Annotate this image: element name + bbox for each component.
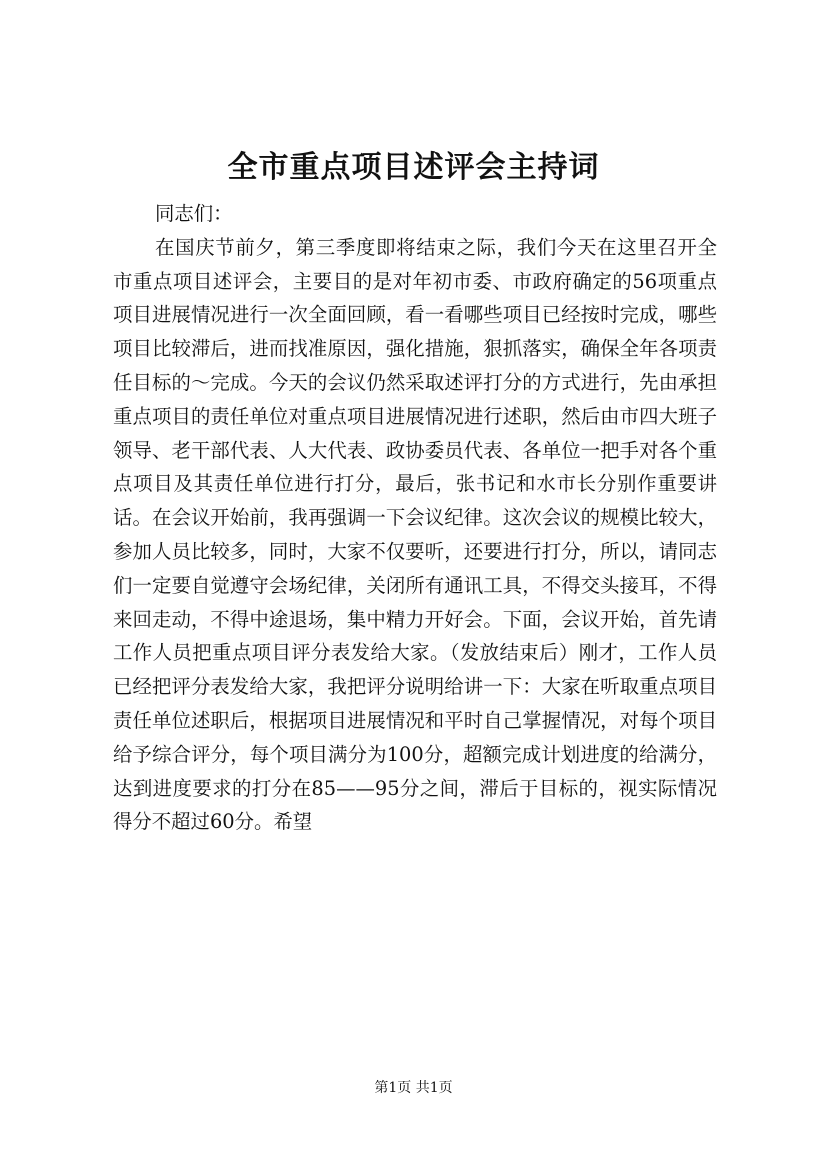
document-title: 全市重点项目述评会主持词 — [227, 150, 600, 185]
salutation: 同志们： — [155, 202, 233, 225]
document-body — [113, 197, 717, 839]
body-paragraph: 在国庆节前夕，第三季度即将结束之际，我们今天在这里召开全市重点项目述评会，主要目的是对年初市委、市政府确定的56项重点项目进展情况进行一次全面回顾，看一看哪些项目已经按时完成，哪些项目比较滞后，进而找准原因，强化措施，狠抓落实，确保全年各项责任目标的～完成。今天的会议仍然采取述评打分的方式进行，先由承担重点项目的责任单位对重点项目进展情况进行述职，然后由市四大班子领导、老干部代表、人大代表、政协委员代表、各单位一把手对各个重点项目及其责任单位进行打分，最后，张书记和水市长分别作重要讲话。在会议开始前，我再强调一下会议纪律。这次会议的规模比较大，参加人员比较多，同时，大家不仅要听，还要进行打分，所以，请同志们一定要自觉遵守会场纪律，关闭所有通讯工具，不得交头接耳，不得来回走动，不得中途退场，集中精力开好会。下面，会议开始，首先请工作人员把重点项目评分表发给大家。（发放结束后）刚才，工作人员已经把评分表发给大家，我把评分说明给讲一下：大家在听取重点项目责任单位述职后，根据项目进展情况和平时自己掌握情况，对每个项目给予综合评分，每个项目满分为100分，超额完成计划进度的给满分，达到进度要求的打分在85——95分之间，滞后于目标的，视实际情况得分不超过60分。希望 — [113, 235, 717, 834]
page-number-footer: 第1页 共1页 — [374, 1080, 453, 1096]
